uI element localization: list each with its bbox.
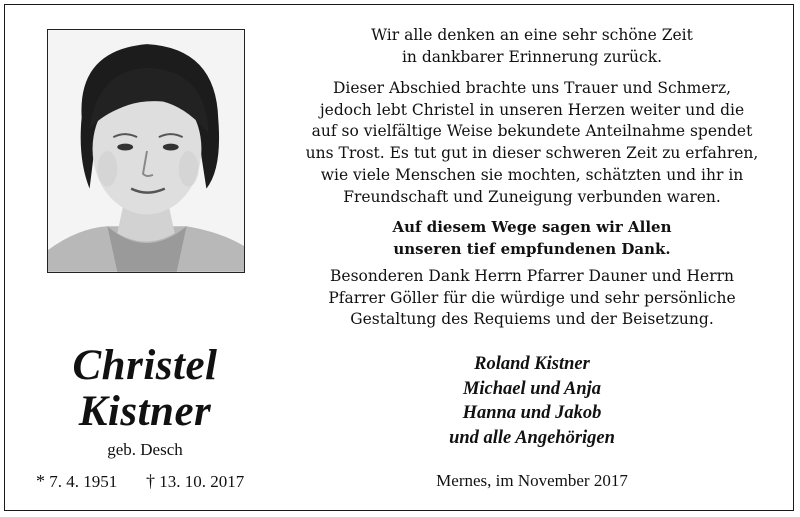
- body-line: wie viele Menschen sie mochten, schätzten und ihr in: [320, 165, 744, 184]
- death-date: [146, 471, 244, 492]
- intro-line: in dankbarer Erinnerung zurück.: [401, 47, 663, 66]
- body-line: auf so vielfältige Weise bekundete Anteilnahme spendet: [311, 122, 753, 141]
- signature-line: Hanna und Jakob: [462, 403, 602, 423]
- signatures: [292, 352, 772, 450]
- body-text: [292, 78, 772, 208]
- thanks-text: [292, 217, 772, 260]
- special-thanks-line: Gestaltung des Requiems und der Beisetzung.: [350, 310, 714, 329]
- birth-name: geb. Desch: [107, 440, 183, 459]
- body-line: Dieser Abschied brachte uns Trauer und Schmerz,: [332, 79, 732, 97]
- body-line: uns Trost. Es tut gut in dieser schweren Zeit zu erfahren,: [305, 144, 759, 163]
- first-name: Christel: [72, 342, 218, 389]
- intro-line: Wir alle denken an eine sehr schöne Zeit: [371, 26, 693, 44]
- special-thanks-line: Besonderen Dank Herrn Pfarrer Dauner und Herrn: [330, 267, 734, 285]
- portrait-photo: [47, 29, 245, 273]
- birth-date: [36, 471, 117, 492]
- body-line: jedoch lebt Christel in unseren Herzen weiter und die: [319, 100, 745, 119]
- birth-date-value: 7. 4. 1951: [49, 472, 118, 491]
- special-thanks-text: [292, 266, 772, 331]
- intro-text: [292, 25, 772, 68]
- place-date: Mernes, im November 2017: [436, 471, 628, 490]
- thanks-line: unseren tief empfundenen Dank.: [393, 239, 671, 258]
- signature-line: und alle Angehörigen: [449, 427, 615, 448]
- death-date-value: 13. 10. 2017: [159, 472, 245, 491]
- signature-line: Roland Kistner: [474, 354, 590, 374]
- thanks-line: Auf diesem Wege sagen wir Allen: [392, 218, 672, 236]
- special-thanks-line: Pfarrer Göller für die würdige und sehr persönliche: [328, 288, 736, 307]
- birth-star-icon: *: [36, 471, 45, 491]
- last-name: Kistner: [78, 388, 212, 435]
- signature-line: Michael und Anja: [462, 378, 602, 399]
- death-cross-icon: †: [146, 471, 155, 491]
- body-line: Freundschaft und Zuneigung verbunden waren.: [343, 187, 721, 206]
